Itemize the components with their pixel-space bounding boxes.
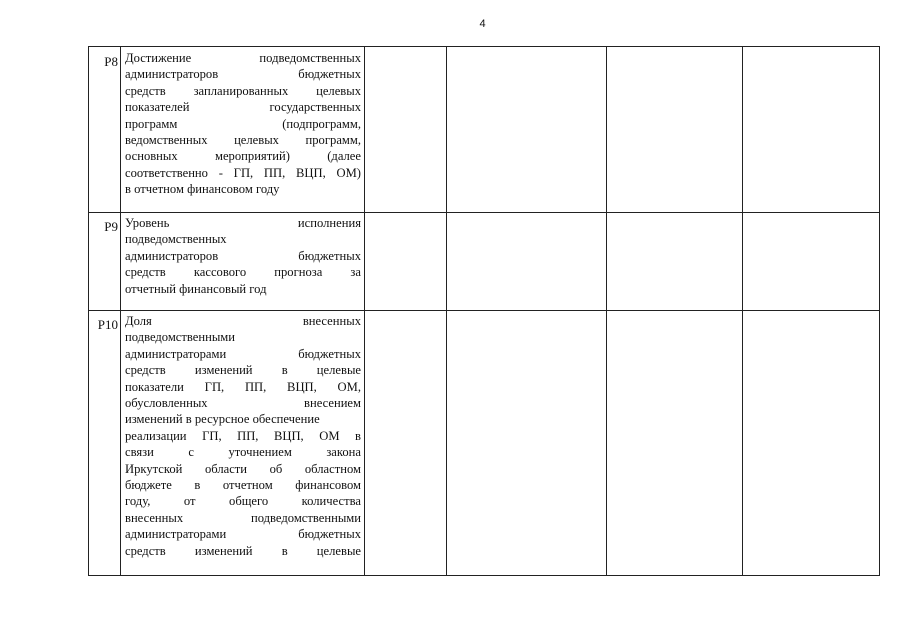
desc-line: изменений в ресурсное обеспечение xyxy=(125,412,320,427)
desc-line: году, от общего количества xyxy=(125,494,361,509)
desc-line: администраторов бюджетных xyxy=(125,67,361,82)
desc-line: обусловленных внесением xyxy=(125,396,361,411)
row-code: P10 xyxy=(97,317,118,332)
page-number: 4 xyxy=(479,18,486,30)
row-description xyxy=(125,215,361,297)
desc-line: внесенных подведомственными xyxy=(125,510,361,525)
desc-line: средств изменений в целевые xyxy=(125,543,361,558)
table-row-p9 xyxy=(89,212,879,310)
row-code: P8 xyxy=(104,54,118,69)
desc-line: Уровень исполнения xyxy=(125,216,361,230)
desc-line: показателей государственных xyxy=(125,100,361,115)
desc-line: реализации ГП, ПП, ВЦП, ОМ в xyxy=(125,428,361,443)
indicator-table xyxy=(88,46,880,576)
desc-line: Иркутской области об областном xyxy=(125,461,361,476)
desc-line: средств запланированных целевых xyxy=(125,83,361,98)
desc-line: средств кассового прогноза за xyxy=(125,265,361,280)
table-row-p10 xyxy=(89,310,879,577)
desc-line: ведомственных целевых программ, xyxy=(125,133,361,148)
row-code: P9 xyxy=(104,219,118,234)
desc-line: администраторами бюджетных xyxy=(125,527,361,542)
desc-line: отчетный финансовый год xyxy=(125,281,267,296)
desc-line: Доля внесенных xyxy=(125,314,361,328)
desc-line: в отчетном финансовом году xyxy=(125,182,280,197)
desc-line: показатели ГП, ПП, ВЦП, ОМ, xyxy=(125,379,361,394)
row-description xyxy=(125,313,361,559)
desc-line: администраторами бюджетных xyxy=(125,346,361,361)
desc-line: связи с уточнением закона xyxy=(125,445,361,460)
desc-line: программ (подпрограмм, xyxy=(125,116,361,131)
desc-line: соответственно - ГП, ПП, ВЦП, ОМ) xyxy=(125,165,361,180)
row-description xyxy=(125,50,361,198)
desc-line: подведомственных xyxy=(125,232,227,247)
desc-line: администраторов бюджетных xyxy=(125,248,361,263)
desc-line: подведомственными xyxy=(125,330,236,345)
desc-line: Достижение подведомственных xyxy=(125,51,361,65)
desc-line: средств изменений в целевые xyxy=(125,363,361,378)
desc-line: бюджете в отчетном финансовом xyxy=(125,478,361,493)
table-row-p8 xyxy=(89,47,879,212)
desc-line: основных мероприятий) (далее xyxy=(125,149,361,164)
